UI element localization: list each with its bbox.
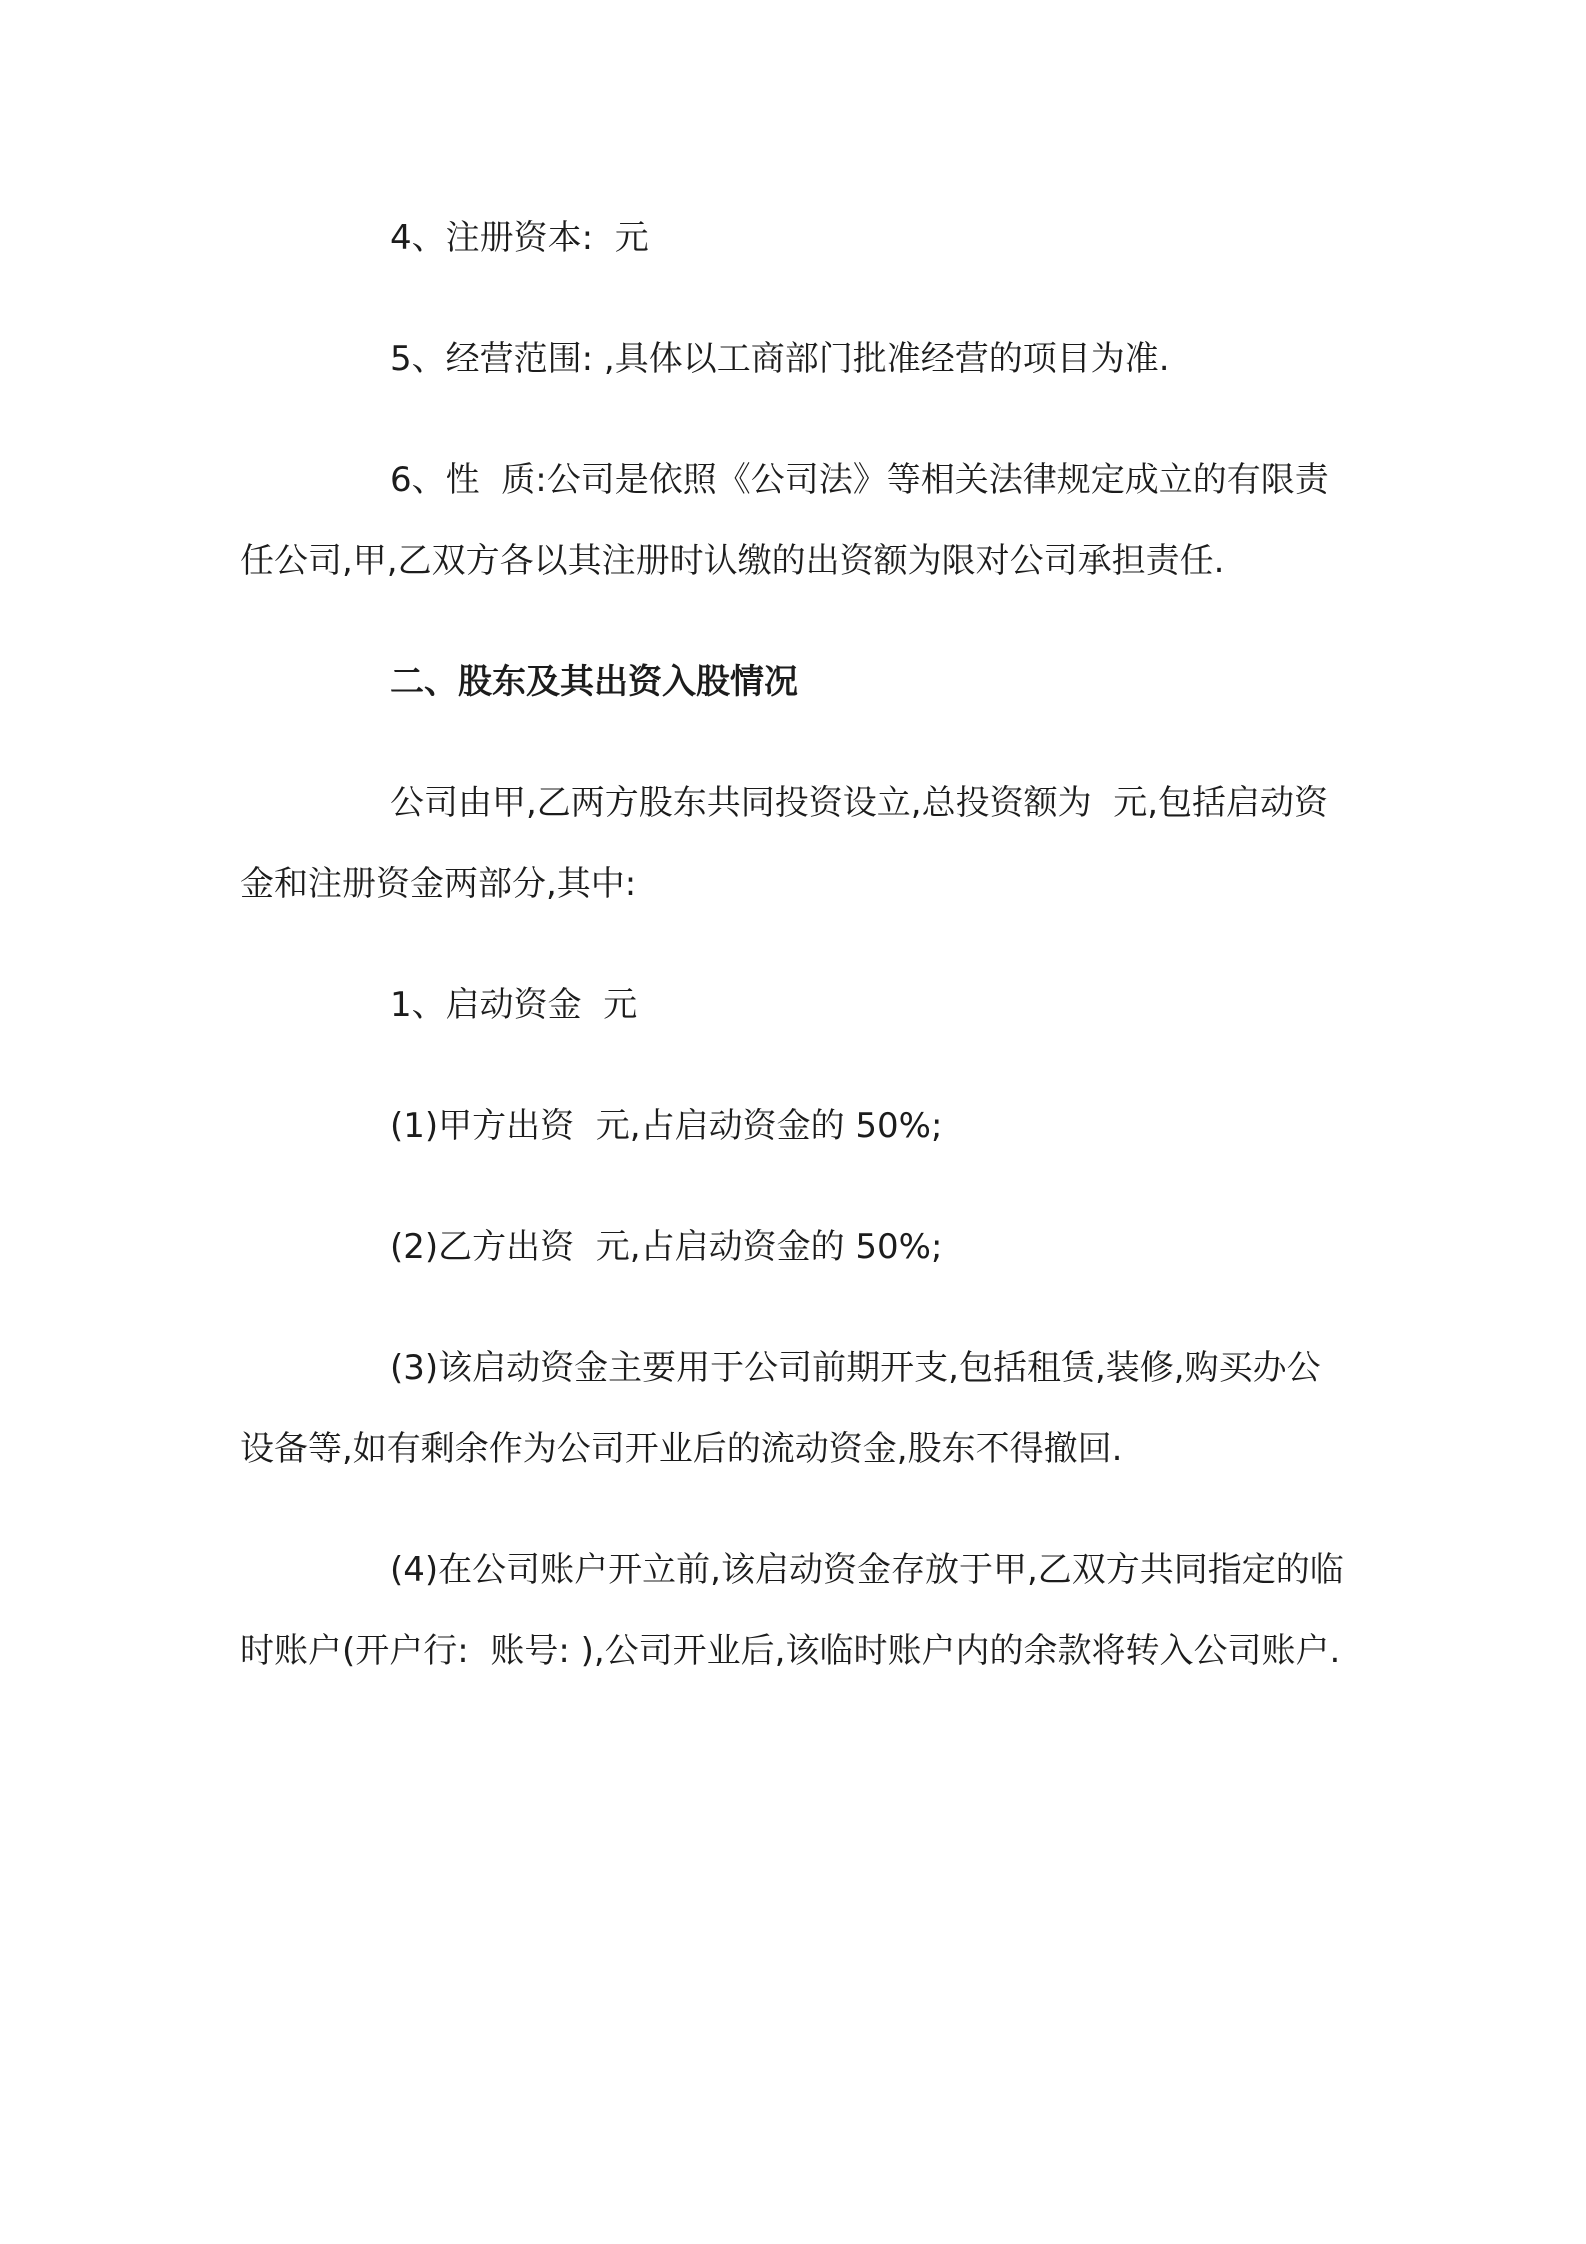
clause-startup-funds-usage: (3)该启动资金主要用于公司前期开支,包括租赁,装修,购买办公设备等,如有剩余作为公司开业后的流动资金,股东不得撤回. — [240, 1348, 1321, 1469]
clause-party-b-contribution: (2)乙方出资 元,占启动资金的 50%; — [390, 1227, 943, 1267]
document-body — [240, 198, 1350, 1692]
clause-total-investment: 公司由甲,乙两方股东共同投资设立,总投资额为 元,包括启动资金和注册资金两部分,其中: — [240, 783, 1329, 904]
clause-startup-funds: 1、启动资金 元 — [390, 985, 638, 1025]
clause-nature: 6、性 质:公司是依照《公司法》等相关法律规定成立的有限责任公司,甲,乙双方各以其注册时认缴的出资额为限对公司承担责任. — [240, 460, 1329, 581]
clause-business-scope: 5、经营范围: ,具体以工商部门批准经营的项目为准. — [390, 339, 1170, 379]
clause-party-a-contribution: (1)甲方出资 元,占启动资金的 50%; — [390, 1106, 943, 1146]
clause-temporary-account: (4)在公司账户开立前,该启动资金存放于甲,乙双方共同指定的临时账户(开户行: 账号: ),公司开业后,该临时账户内的余款将转入公司账户. — [240, 1550, 1344, 1671]
clause-registered-capital: 4、注册资本: 元 — [390, 218, 649, 258]
section-heading-shareholders: 二、股东及其出资入股情况 — [390, 662, 798, 702]
